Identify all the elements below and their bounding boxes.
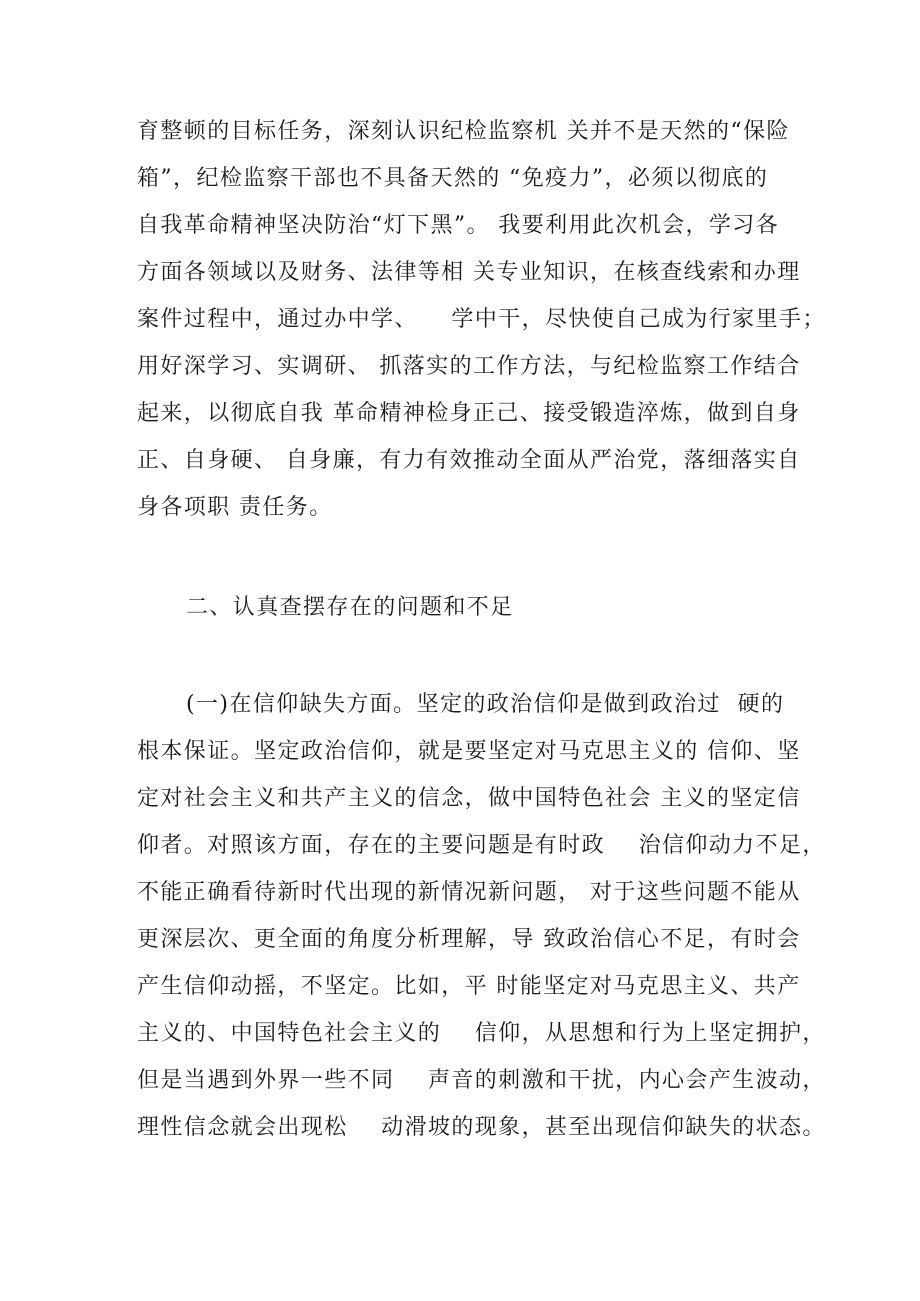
paragraph-1-line-1: 育整顿的目标任务，深刻认识纪检监察机 关并不是天然的“保险 bbox=[137, 119, 790, 144]
paragraph-2-line-8: 主义的、中国特色社会主义的 信仰，从思想和行为上坚定拥护， bbox=[137, 1021, 826, 1046]
paragraph-2-line-1: (一)在信仰缺失方面。坚定的政治信仰是做到政治过 硬的 bbox=[186, 692, 785, 717]
paragraph-2-line-9: 但是当遇到外界一些不同 声音的刺激和干扰，内心会产生波动， bbox=[137, 1068, 826, 1093]
paragraph-2-line-5: 不能正确看待新时代出现的新情况新问题， 对于这些问题不能从 bbox=[137, 880, 801, 905]
paragraph-1-line-6: 用好深学习、实调研、 抓落实的工作方法，与纪检监察工作结合 bbox=[137, 354, 801, 379]
paragraph-1-line-7: 起来，以彻底自我 革命精神检身正己、接受锻造淬炼，做到自身 bbox=[137, 401, 801, 426]
paragraph-1-line-3: 自我革命精神坚决防治“灯下黑”。 我要利用此次机会，学习各 bbox=[137, 213, 780, 238]
paragraph-2-line-10: 理性信念就会出现松 动滑坡的现象，甚至出现信仰缺失的状态。 bbox=[137, 1115, 826, 1140]
paragraph-2-line-4: 仰者。对照该方面，存在的主要问题是有时政 治信仰动力不足， bbox=[137, 833, 826, 858]
paragraph-1-line-2: 箱”，纪检监察干部也不具备天然的 “免疫力”，必须以彻底的 bbox=[137, 166, 769, 191]
paragraph-1-line-4: 方面各领域以及财务、法律等相 关专业知识，在核查线索和办理 bbox=[137, 260, 801, 285]
paragraph-2-line-6: 更深层次、更全面的角度分析理解，导 致政治信心不足，有时会 bbox=[137, 927, 801, 952]
paragraph-2-line-3: 定对社会主义和共产主义的信念，做中国特色社会 主义的坚定信 bbox=[137, 786, 801, 811]
paragraph-1-line-8: 正、自身硬、 自身廉，有力有效推动全面从严治党，落细落实自 bbox=[137, 448, 801, 473]
paragraph-2-line-7: 产生信仰动摇，不坚定。比如，平 时能坚定对马克思主义、共产 bbox=[137, 974, 801, 999]
paragraph-2-line-2: 根本保证。坚定政治信仰，就是要坚定对马克思主义的 信仰、坚 bbox=[137, 739, 801, 764]
paragraph-1-line-5: 案件过程中，通过办中学、 学中干，尽快使自己成为行家里手； bbox=[137, 307, 826, 332]
section-heading: 二、认真查摆存在的问题和不足 bbox=[186, 595, 514, 620]
paragraph-1-line-9: 身各项职 责任务。 bbox=[137, 495, 333, 520]
